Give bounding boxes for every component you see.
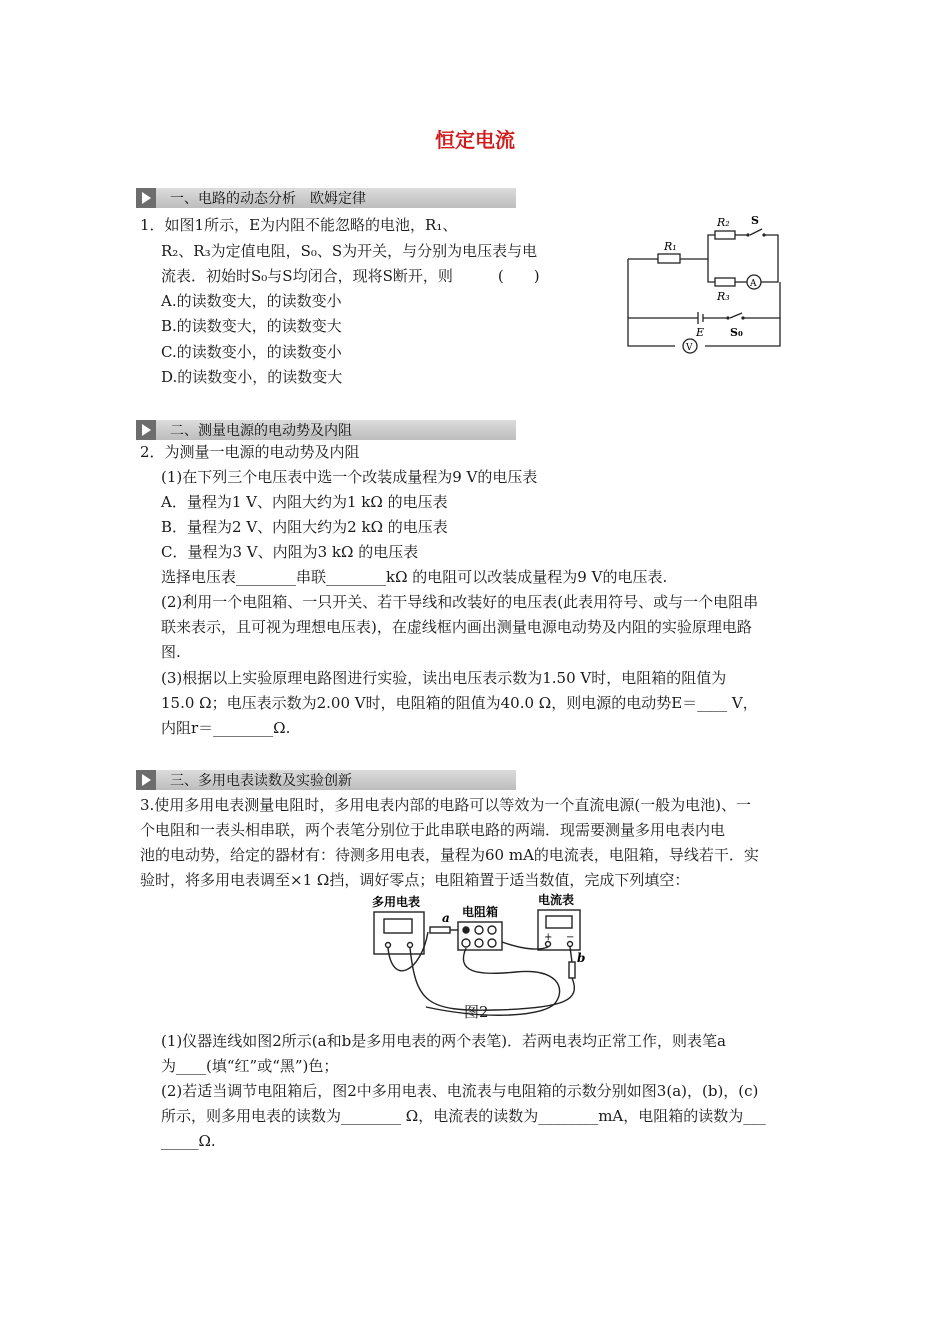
q3-line: 验时，将多用电表调至×1 Ω挡，调好零点；电阻箱置于适当数值，完成下列填空： [140,871,690,889]
label-S0: S₀ [730,326,743,339]
probe-a-label: a [442,911,450,925]
label-E: E [696,326,705,339]
q2-line: C．量程为3 V、内阻为3 kΩ 的电压表 [161,543,419,561]
q3-line: (2)若适当调节电阻箱后，图2中多用电表、电流表与电阻箱的示数分别如图3(a)，(b)，(c) [161,1082,759,1100]
q2-line: 内阻r＝________Ω. [161,719,291,737]
probe-b-label: b [577,951,586,965]
q1-line: 流表．初始时S₀与S均闭合，现将S断开，则 ( ) [161,267,540,285]
q3-line: (1)仪器连线如图2所示(a和b是多用电表的两个表笔)．若两电表均正常工作，则表笔a [161,1032,726,1050]
play-icon [136,770,156,790]
q1-option-b: B.的读数变大，的读数变大 [161,317,342,335]
page-title: 恒定电流 [435,128,515,152]
q1-option-d: D.的读数变小，的读数变大 [161,368,343,386]
label-S: S [751,214,759,227]
section-label: 二、测量电源的电动势及内阻 [170,423,352,439]
section-header-2 [136,420,516,440]
q1-option-a: A.的读数变大，的读数变小 [161,292,342,310]
ammeter-label: 电流表 [538,893,575,907]
q2-line: 选择电压表________串联________kΩ 的电阻可以改装成量程为9 V的电压表. [161,568,668,586]
label-R2: R₂ [717,216,730,229]
section-label: 三、多用电表读数及实验创新 [170,773,352,789]
play-icon [136,188,156,208]
q1-line: R₂、R₃为定值电阻，S₀、S为开关，与分别为电压表与电 [161,242,538,260]
label-R1: R₁ [664,240,677,253]
ammeter-label: A [750,279,757,289]
label-R3: R₃ [717,290,730,303]
q2-line: (2)利用一个电阻箱、一只开关、若干导线和改装好的电压表(此表用符号、或与一个电阻串 [161,593,759,611]
q2-line: 图. [161,643,181,661]
circuit-diagram [620,214,790,359]
q3-line: 3.使用多用电表测量电阻时，多用电表内部的电路可以等效为一个直流电源(一般为电池)、一 [140,796,752,814]
q3-line: _____Ω. [161,1132,216,1150]
q3-line: 个电阻和一表头相串联，两个表笔分别位于此串联电路的两端．现需要测量多用电表内电 [140,821,726,839]
q2-line: 2．为测量一电源的电动势及内阻 [140,443,360,461]
resistor-box-label: 电阻箱 [462,905,499,919]
q1-option-c: C.的读数变小，的读数变小 [161,343,342,361]
q3-line: 池的电动势，给定的器材有：待测多用电表，量程为60 mA的电流表，电阻箱，导线若干．实 [140,846,759,864]
figure-caption: 图2 [464,1003,489,1021]
plus-label: + [544,932,553,943]
q1-line: 1．如图1所示，E为内阻不能忽略的电池，R₁、 [140,216,458,234]
q2-line: (3)根据以上实验原理电路图进行实验，读出电压表示数为1.50 V时，电阻箱的阻值为 [161,669,727,687]
q2-line: B．量程为2 V、内阻大约为2 kΩ 的电压表 [161,518,448,536]
section-header-3 [136,770,516,790]
q2-line: 15.0 Ω；电压表示数为2.00 V时，电阻箱的阻值为40.0 Ω，则电源的电动势E＝____ V， [161,694,758,712]
q2-line: A．量程为1 V、内阻大约为1 kΩ 的电压表 [161,493,448,511]
section-label: 一、电路的动态分析 欧姆定律 [170,191,366,207]
minus-label: − [566,932,575,943]
q3-line: 为____(填“红”或“黑”)色； [161,1057,339,1075]
voltmeter-label: V [686,343,693,353]
q2-line: (1)在下列三个电压表中选一个改装成量程为9 V的电压表 [161,468,538,486]
q3-line: 所示，则多用电表的读数为________ Ω，电流表的读数为________mA，电阻箱的读数为___ [161,1107,766,1125]
multimeter-label: 多用电表 [372,895,421,909]
q2-line: 联来表示，且可视为理想电压表)，在虚线框内画出测量电源电动势及内阻的实验原理电路 [161,618,752,636]
section-header-1 [136,188,516,208]
play-icon [136,420,156,440]
